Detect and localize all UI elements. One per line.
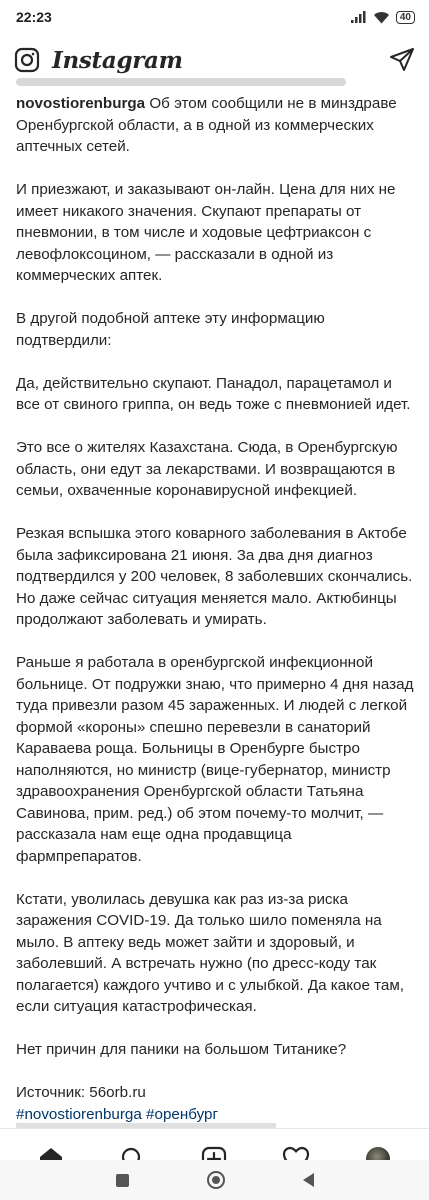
hashtag-line	[16, 1104, 416, 1126]
hashtag-link[interactable]: #novostiorenburga	[16, 1105, 142, 1123]
caption-paragraph: Это все о жителях Казахстана. Сюда, в Оренбургскую область, они едут за лекарствами. И возвращаются в семьи, охваченные коронавирусной инфекцией.	[16, 439, 398, 499]
caption-username[interactable]: novostiorenburga	[16, 95, 146, 112]
source-line: Источник: 56orb.ru	[16, 1084, 146, 1101]
post-caption	[16, 93, 416, 1125]
scrolled-comment-row	[16, 70, 356, 86]
caption-paragraph: Нет причин для паники на большом Титанике?	[16, 1041, 347, 1058]
caption-text: Об этом сообщили не в минздраве Оренбургской области, а в одной из коммерческих аптечных сетей.	[16, 95, 397, 155]
caption-paragraph: И приезжают, и заказывают он-лайн. Цена для них не имеет никакого значения. Скупают препараты от пневмонии, в том числе и ходовые цефтриаксон с левофлоксоцином, — рассказали в одной из коммерческих аптек.	[16, 181, 396, 284]
instagram-logo: Instagram	[52, 46, 183, 74]
paper-plane-icon[interactable]	[389, 47, 415, 73]
system-nav	[0, 1160, 429, 1200]
caption-paragraph: Кстати, уволилась девушка как раз из-за риска заражения COVID-19. Да только шило поменяла на мыло. В аптеку ведь может зайти и здоровый, и заболевший. А встречать нужно (по дресс-коду так полагается) каждого учтиво и с улыбкой. Да какое там, если ситуация катастрофическая.	[16, 890, 405, 1015]
battery-icon: 40	[396, 11, 415, 24]
status-icons	[351, 11, 415, 24]
caption-paragraph: Да, действительно скупают. Панадол, парацетамол и все от свиного гриппа, он ведь тоже с пневмонией идет.	[16, 374, 411, 413]
status-bar	[0, 0, 429, 34]
home-circle-icon[interactable]	[207, 1171, 225, 1189]
wifi-icon	[373, 11, 390, 24]
recents-icon[interactable]	[116, 1174, 129, 1187]
caption-paragraph: В другой подобной аптеке эту информацию подтвердили:	[16, 310, 325, 349]
caption-paragraph	[16, 93, 416, 158]
status-time: 22:23	[16, 9, 52, 25]
signal-icon	[351, 11, 367, 23]
hashtag-link[interactable]: #оренбург	[146, 1105, 218, 1123]
back-icon[interactable]	[303, 1173, 314, 1187]
caption-paragraph: Резкая вспышка этого коварного заболевания в Актобе была зафиксирована 21 июня. За два дня диагноз подтвердился у 200 человек, 8 заболевших скончались. Но даже сейчас ситуация меняется мало. Актюбинцы продолжают заболевать и умирать.	[16, 525, 413, 628]
scrolled-text-fragment	[16, 78, 346, 86]
caption-paragraph: Раньше я работала в оренбургской инфекционной больнице. От подружки знаю, что примерно 4 дня назад туда привезли разом 45 зараженных. И людей с легкой формой «короны» спешно перевезли в санаторий Караваева роща. Больницы в Оренбурге быстро наполняются, но министр (вице-губернатор, министр здравоохранения Оренбургской области Татьяна Савинова, прим. ред.) об этом почему-то молчит, — рассказала нам еще одна продавщица фармпрепаратов.	[16, 654, 414, 865]
